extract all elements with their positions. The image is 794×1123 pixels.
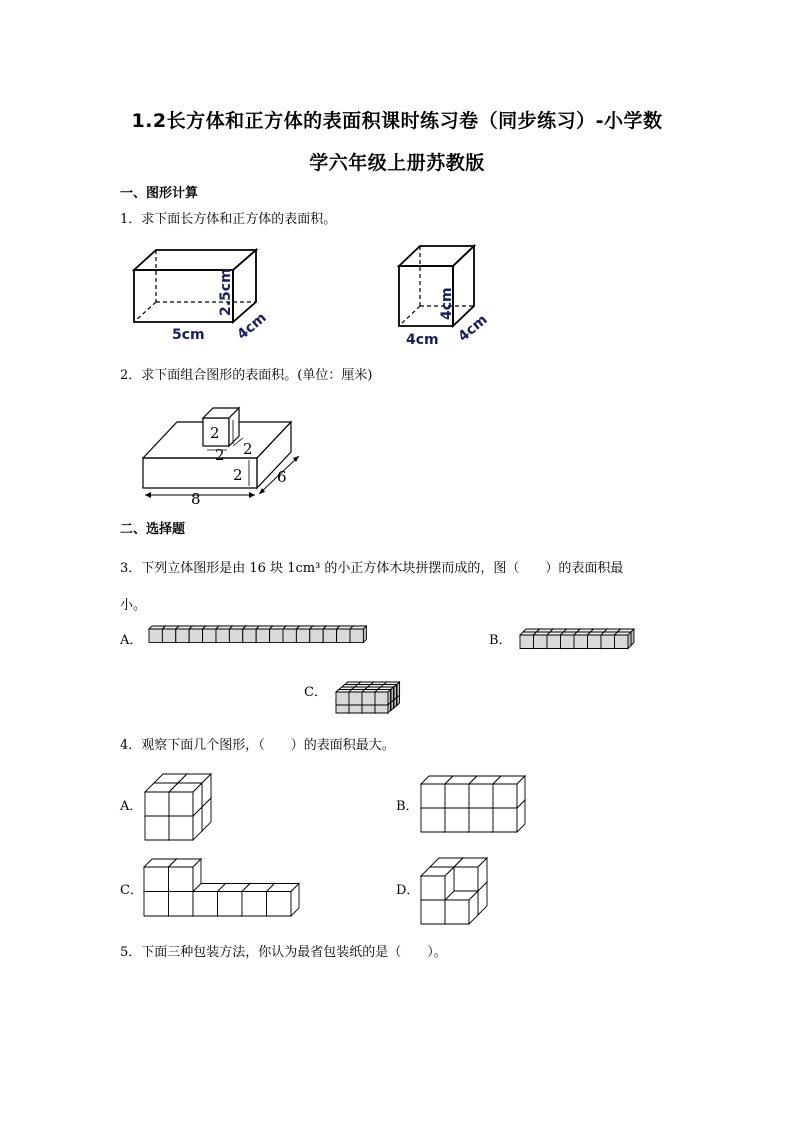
question-4-text: 4．观察下面几个图形，（ ）的表面积最大。 — [120, 738, 395, 753]
unit-cube-front — [493, 784, 517, 808]
small-cube-width-label: 2 — [243, 440, 253, 458]
section-heading-choice: 二、选择题 — [120, 522, 186, 537]
q4-option-c-label: C． — [120, 883, 143, 898]
worksheet-title-line1: 1.2长方体和正方体的表面积课时练习卷（同步练习）-小学数 — [131, 110, 663, 132]
unit-cube-front — [454, 867, 478, 891]
unit-cube-front — [145, 816, 169, 840]
unit-cube-front — [145, 792, 169, 816]
unit-cube-front — [144, 892, 169, 917]
unit-cube-front — [283, 629, 296, 642]
unit-cube-front — [203, 629, 216, 642]
unit-cube-front — [421, 784, 445, 808]
unit-cube-front — [169, 892, 194, 917]
q4-option-c-figure — [140, 855, 300, 917]
unit-cube-side — [391, 687, 394, 703]
q3-option-c-figure — [334, 680, 410, 710]
unit-cube-front — [267, 892, 292, 917]
cuboid-figure — [120, 240, 280, 345]
q3-option-c-label: C． — [304, 685, 327, 700]
unit-cube-front — [520, 635, 534, 649]
unit-cube-front — [336, 692, 349, 705]
unit-cube-front — [189, 629, 202, 642]
small-cube-height-label: 2 — [210, 424, 220, 442]
unit-cube-front — [445, 900, 469, 924]
q4-option-d-figure — [416, 852, 491, 922]
unit-cube-side — [631, 629, 634, 646]
cuboid-height-label: 2.5cm — [218, 268, 234, 316]
unit-cube-side — [363, 626, 366, 642]
unit-cube-front — [256, 629, 269, 642]
unit-cube-front — [375, 692, 388, 705]
cube-width-label: 4cm — [455, 311, 491, 346]
question-2-text: 2．求下面组合图形的表面积。(单位：厘米) — [120, 368, 373, 383]
unit-cube-front — [193, 892, 218, 917]
unit-cube-front — [216, 629, 229, 642]
big-cuboid-width-label: 6 — [277, 468, 287, 486]
big-cuboid-height-label: 2 — [233, 466, 243, 484]
unit-cube-front — [445, 784, 469, 808]
unit-cube-front — [149, 629, 162, 642]
unit-cube-front — [169, 867, 194, 892]
q4-option-b-label: B． — [396, 799, 419, 814]
unit-cube-front — [445, 808, 469, 832]
unit-cube-front — [296, 629, 309, 642]
q4-option-a-label: A． — [120, 799, 143, 814]
cube-figure — [390, 238, 500, 348]
big-cuboid-length-label: 8 — [191, 490, 201, 508]
unit-cube-front — [547, 635, 561, 649]
unit-cube-front — [421, 876, 445, 900]
small-cube-length-label: 2 — [215, 446, 225, 464]
unit-cube-front — [243, 629, 256, 642]
question-3-text-line1: 3．下列立体图形是由 16 块 1cm³ 的小正方体木块拼摆而成的，图（ ）的表面积最 — [120, 561, 624, 576]
unit-cube-side — [628, 632, 631, 649]
unit-cube-front — [310, 629, 323, 642]
unit-cube-front — [534, 635, 548, 649]
unit-cube-front — [144, 867, 169, 892]
unit-cube-front — [242, 892, 267, 917]
unit-cube-front — [350, 629, 363, 642]
q4-option-a-figure — [140, 768, 215, 838]
unit-cube-front — [469, 784, 493, 808]
unit-cube-front — [615, 635, 629, 649]
unit-cube-front — [469, 808, 493, 832]
unit-cube-front — [493, 808, 517, 832]
unit-cube-side — [388, 690, 391, 706]
unit-cube-front — [588, 635, 602, 649]
unit-cube-side — [394, 685, 397, 701]
question-3-text-line2: 小。 — [120, 598, 147, 613]
q4-option-b-figure — [416, 772, 531, 834]
question-1-text: 1．求下面长方体和正方体的表面积。 — [120, 212, 337, 227]
q3-option-b-label: B． — [489, 633, 512, 648]
unit-cube-side — [397, 682, 400, 698]
question-5-text: 5．下面三种包装方法，你认为最省包装纸的是（ ）。 — [120, 945, 447, 960]
unit-cube-front — [169, 792, 193, 816]
cube-length-label: 4cm — [406, 332, 439, 348]
unit-cube-front — [162, 629, 175, 642]
composite-solid-figure — [135, 400, 315, 508]
q3-option-a-figure — [148, 624, 373, 644]
unit-cube-front — [574, 635, 588, 649]
cuboid-length-label: 5cm — [172, 327, 205, 343]
q4-option-d-label: D． — [396, 883, 420, 898]
unit-cube-front — [349, 692, 362, 705]
section-heading-calculation: 一、图形计算 — [120, 186, 199, 201]
unit-cube-front — [337, 629, 350, 642]
worksheet-title-line2: 学六年级上册苏教版 — [309, 152, 485, 174]
cuboid-width-label: 4cm — [234, 309, 270, 344]
q3-option-a-label: A． — [120, 633, 143, 648]
unit-cube-front — [421, 900, 445, 924]
unit-cube-front — [421, 808, 445, 832]
q3-option-b-figure — [518, 627, 640, 651]
unit-cube-front — [323, 629, 336, 642]
unit-cube-front — [601, 635, 615, 649]
unit-cube-front — [169, 816, 193, 840]
unit-cube-front — [176, 629, 189, 642]
unit-cube-front — [270, 629, 283, 642]
unit-cube-front — [229, 629, 242, 642]
unit-cube-front — [362, 692, 375, 705]
unit-cube-front — [561, 635, 575, 649]
unit-cube-front — [218, 892, 243, 917]
cube-height-label: 4cm — [439, 287, 455, 320]
